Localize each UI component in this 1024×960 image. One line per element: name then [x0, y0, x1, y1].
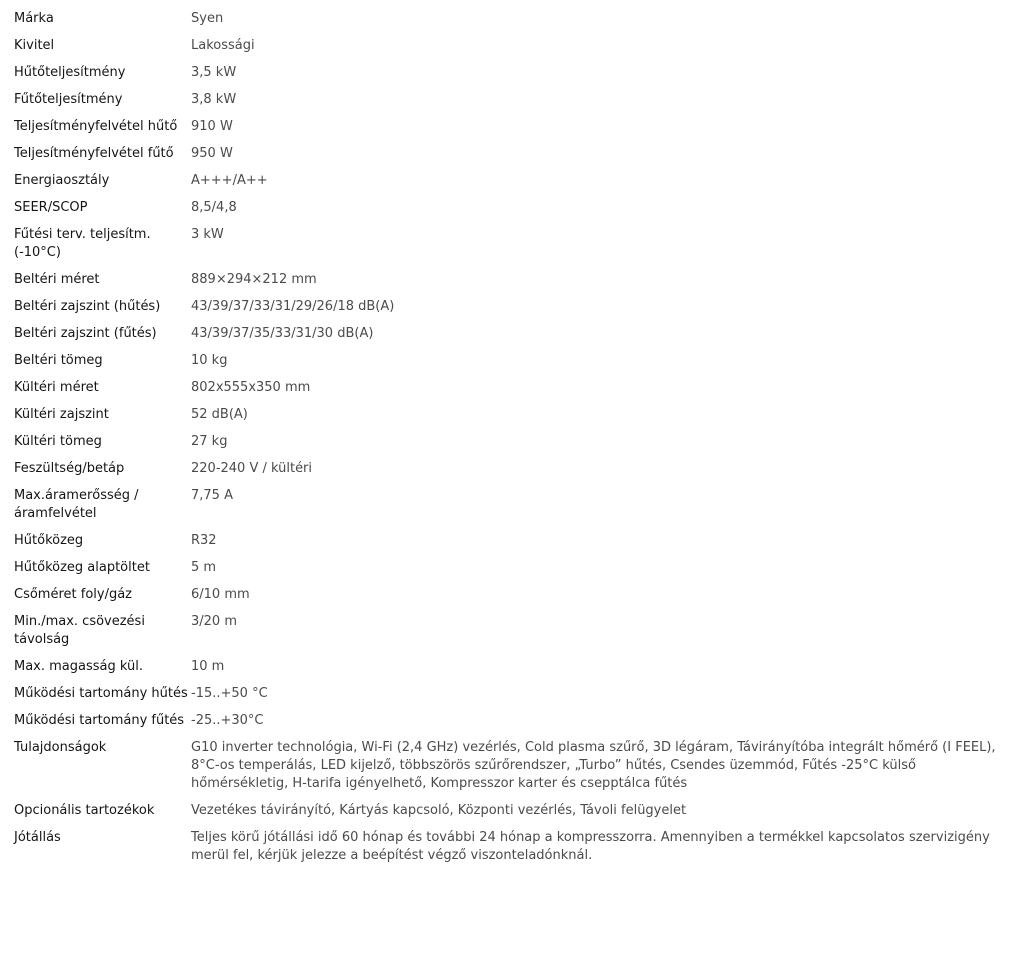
- spec-row-indoor-size: [0, 267, 1024, 294]
- spec-value: -15..+50 °C: [191, 686, 268, 701]
- spec-value: 220-240 V / kültéri: [191, 461, 313, 476]
- spec-row-heating-capacity: [0, 87, 1024, 114]
- spec-label: Max.áramerősség / áramfelvétel: [14, 488, 139, 521]
- spec-label: Márka: [14, 11, 54, 26]
- spec-label: Működési tartomány fűtés: [14, 713, 185, 728]
- spec-row-warranty: [0, 825, 1024, 870]
- spec-value: 6/10 mm: [191, 587, 250, 602]
- spec-row-power-input-cooling: [0, 114, 1024, 141]
- spec-row-marka: [0, 0, 1024, 33]
- spec-label: Kültéri tömeg: [14, 434, 102, 449]
- spec-value: 43/39/37/33/31/29/26/18 dB(A): [191, 299, 395, 314]
- spec-row-features: [0, 735, 1024, 798]
- spec-value: R32: [191, 533, 217, 548]
- spec-row-indoor-weight: [0, 348, 1024, 375]
- spec-label: Beltéri zajszint (fűtés): [14, 326, 157, 341]
- spec-row-refrigerant: [0, 528, 1024, 555]
- spec-label: Min./max. csövezési távolság: [14, 614, 145, 647]
- spec-label: Beltéri méret: [14, 272, 100, 287]
- spec-value: 3,5 kW: [191, 65, 237, 80]
- spec-row-seer-scop: [0, 195, 1024, 222]
- spec-value: A+++/A++: [191, 173, 268, 188]
- spec-value: 27 kg: [191, 434, 228, 449]
- spec-value: 43/39/37/35/33/31/30 dB(A): [191, 326, 374, 341]
- spec-label: Beltéri zajszint (hűtés): [14, 299, 161, 314]
- spec-label: Kivitel: [14, 38, 55, 53]
- spec-row-power-input-heating: [0, 141, 1024, 168]
- spec-value: G10 inverter technológia, Wi-Fi (2,4 GHz) vezérlés, Cold plasma szűrő, 3D légáram, Távirányítóba integrált hőmérő (I FEEL), 8°C-os temperálás, LED kijelző, többszörös szűrőrendszer, „Turbo” hűtés, Csendes üzemmód, Fűtés -25°C külső hőmérsékletig, H-tarifa igényelhető, Kompresszor karter és csepptálca fűtés: [191, 740, 996, 791]
- spec-label: Fűtőteljesítmény: [14, 92, 123, 107]
- spec-value: Teljes körű jótállási idő 60 hónap és további 24 hónap a kompresszorra. Amennyiben a termékkel kapcsolatos szervizigény merül fel, kérjük jelezze a beépítést végző viszonteladónknál.: [191, 830, 990, 863]
- spec-row-heating-design-capacity: [0, 222, 1024, 267]
- spec-row-operating-range-heating: [0, 708, 1024, 735]
- spec-value: 889×294×212 mm: [191, 272, 317, 287]
- spec-row-cooling-capacity: [0, 60, 1024, 87]
- spec-value: 910 W: [191, 119, 233, 134]
- spec-label: Feszültség/betáp: [14, 461, 125, 476]
- spec-value: 802x555x350 mm: [191, 380, 311, 395]
- spec-row-outdoor-weight: [0, 429, 1024, 456]
- spec-label: Jótállás: [14, 830, 61, 845]
- spec-value: 10 kg: [191, 353, 228, 368]
- spec-row-voltage: [0, 456, 1024, 483]
- spec-row-operating-range-cooling: [0, 681, 1024, 708]
- spec-row-outdoor-size: [0, 375, 1024, 402]
- spec-label: Teljesítményfelvétel hűtő: [14, 119, 178, 134]
- spec-row-indoor-noise-heating: [0, 321, 1024, 348]
- spec-value: Syen: [191, 11, 224, 26]
- spec-label: Opcionális tartozékok: [14, 803, 155, 818]
- spec-value: 3,8 kW: [191, 92, 237, 107]
- spec-value: 8,5/4,8: [191, 200, 237, 215]
- spec-label: Fűtési terv. teljesítm. (-10°C): [14, 227, 151, 260]
- spec-value: -25..+30°C: [191, 713, 264, 728]
- spec-row-pipe-length: [0, 609, 1024, 654]
- spec-row-max-current: [0, 483, 1024, 528]
- spec-value: 10 m: [191, 659, 225, 674]
- spec-label: Hűtőteljesítmény: [14, 65, 126, 80]
- spec-label: Tulajdonságok: [14, 740, 107, 755]
- spec-value: Vezetékes távirányító, Kártyás kapcsoló, Központi vezérlés, Távoli felügyelet: [191, 803, 687, 818]
- spec-row-energy-class: [0, 168, 1024, 195]
- spec-label: Csőméret foly/gáz: [14, 587, 133, 602]
- spec-value: 3/20 m: [191, 614, 237, 629]
- spec-label: Max. magasság kül.: [14, 659, 143, 674]
- spec-value: 7,75 A: [191, 488, 233, 503]
- spec-value: 950 W: [191, 146, 233, 161]
- spec-label: Hűtőközeg alaptöltet: [14, 560, 150, 575]
- spec-label: Kültéri méret: [14, 380, 99, 395]
- spec-row-pipe-size: [0, 582, 1024, 609]
- spec-value: 5 m: [191, 560, 217, 575]
- spec-label: Hűtőközeg: [14, 533, 84, 548]
- spec-label: Kültéri zajszint: [14, 407, 109, 422]
- spec-label: SEER/SCOP: [14, 200, 88, 215]
- spec-label: Energiaosztály: [14, 173, 110, 188]
- spec-value: 52 dB(A): [191, 407, 248, 422]
- spec-row-optional-accessories: [0, 798, 1024, 825]
- spec-value: 3 kW: [191, 227, 224, 242]
- spec-row-outdoor-noise: [0, 402, 1024, 429]
- spec-row-indoor-noise-cooling: [0, 294, 1024, 321]
- spec-label: Teljesítményfelvétel fűtő: [14, 146, 174, 161]
- spec-label: Működési tartomány hűtés: [14, 686, 188, 701]
- spec-label: Beltéri tömeg: [14, 353, 103, 368]
- spec-row-kivitel: [0, 33, 1024, 60]
- spec-row-max-height: [0, 654, 1024, 681]
- spec-value: Lakossági: [191, 38, 255, 53]
- spec-row-refrigerant-precharge: [0, 555, 1024, 582]
